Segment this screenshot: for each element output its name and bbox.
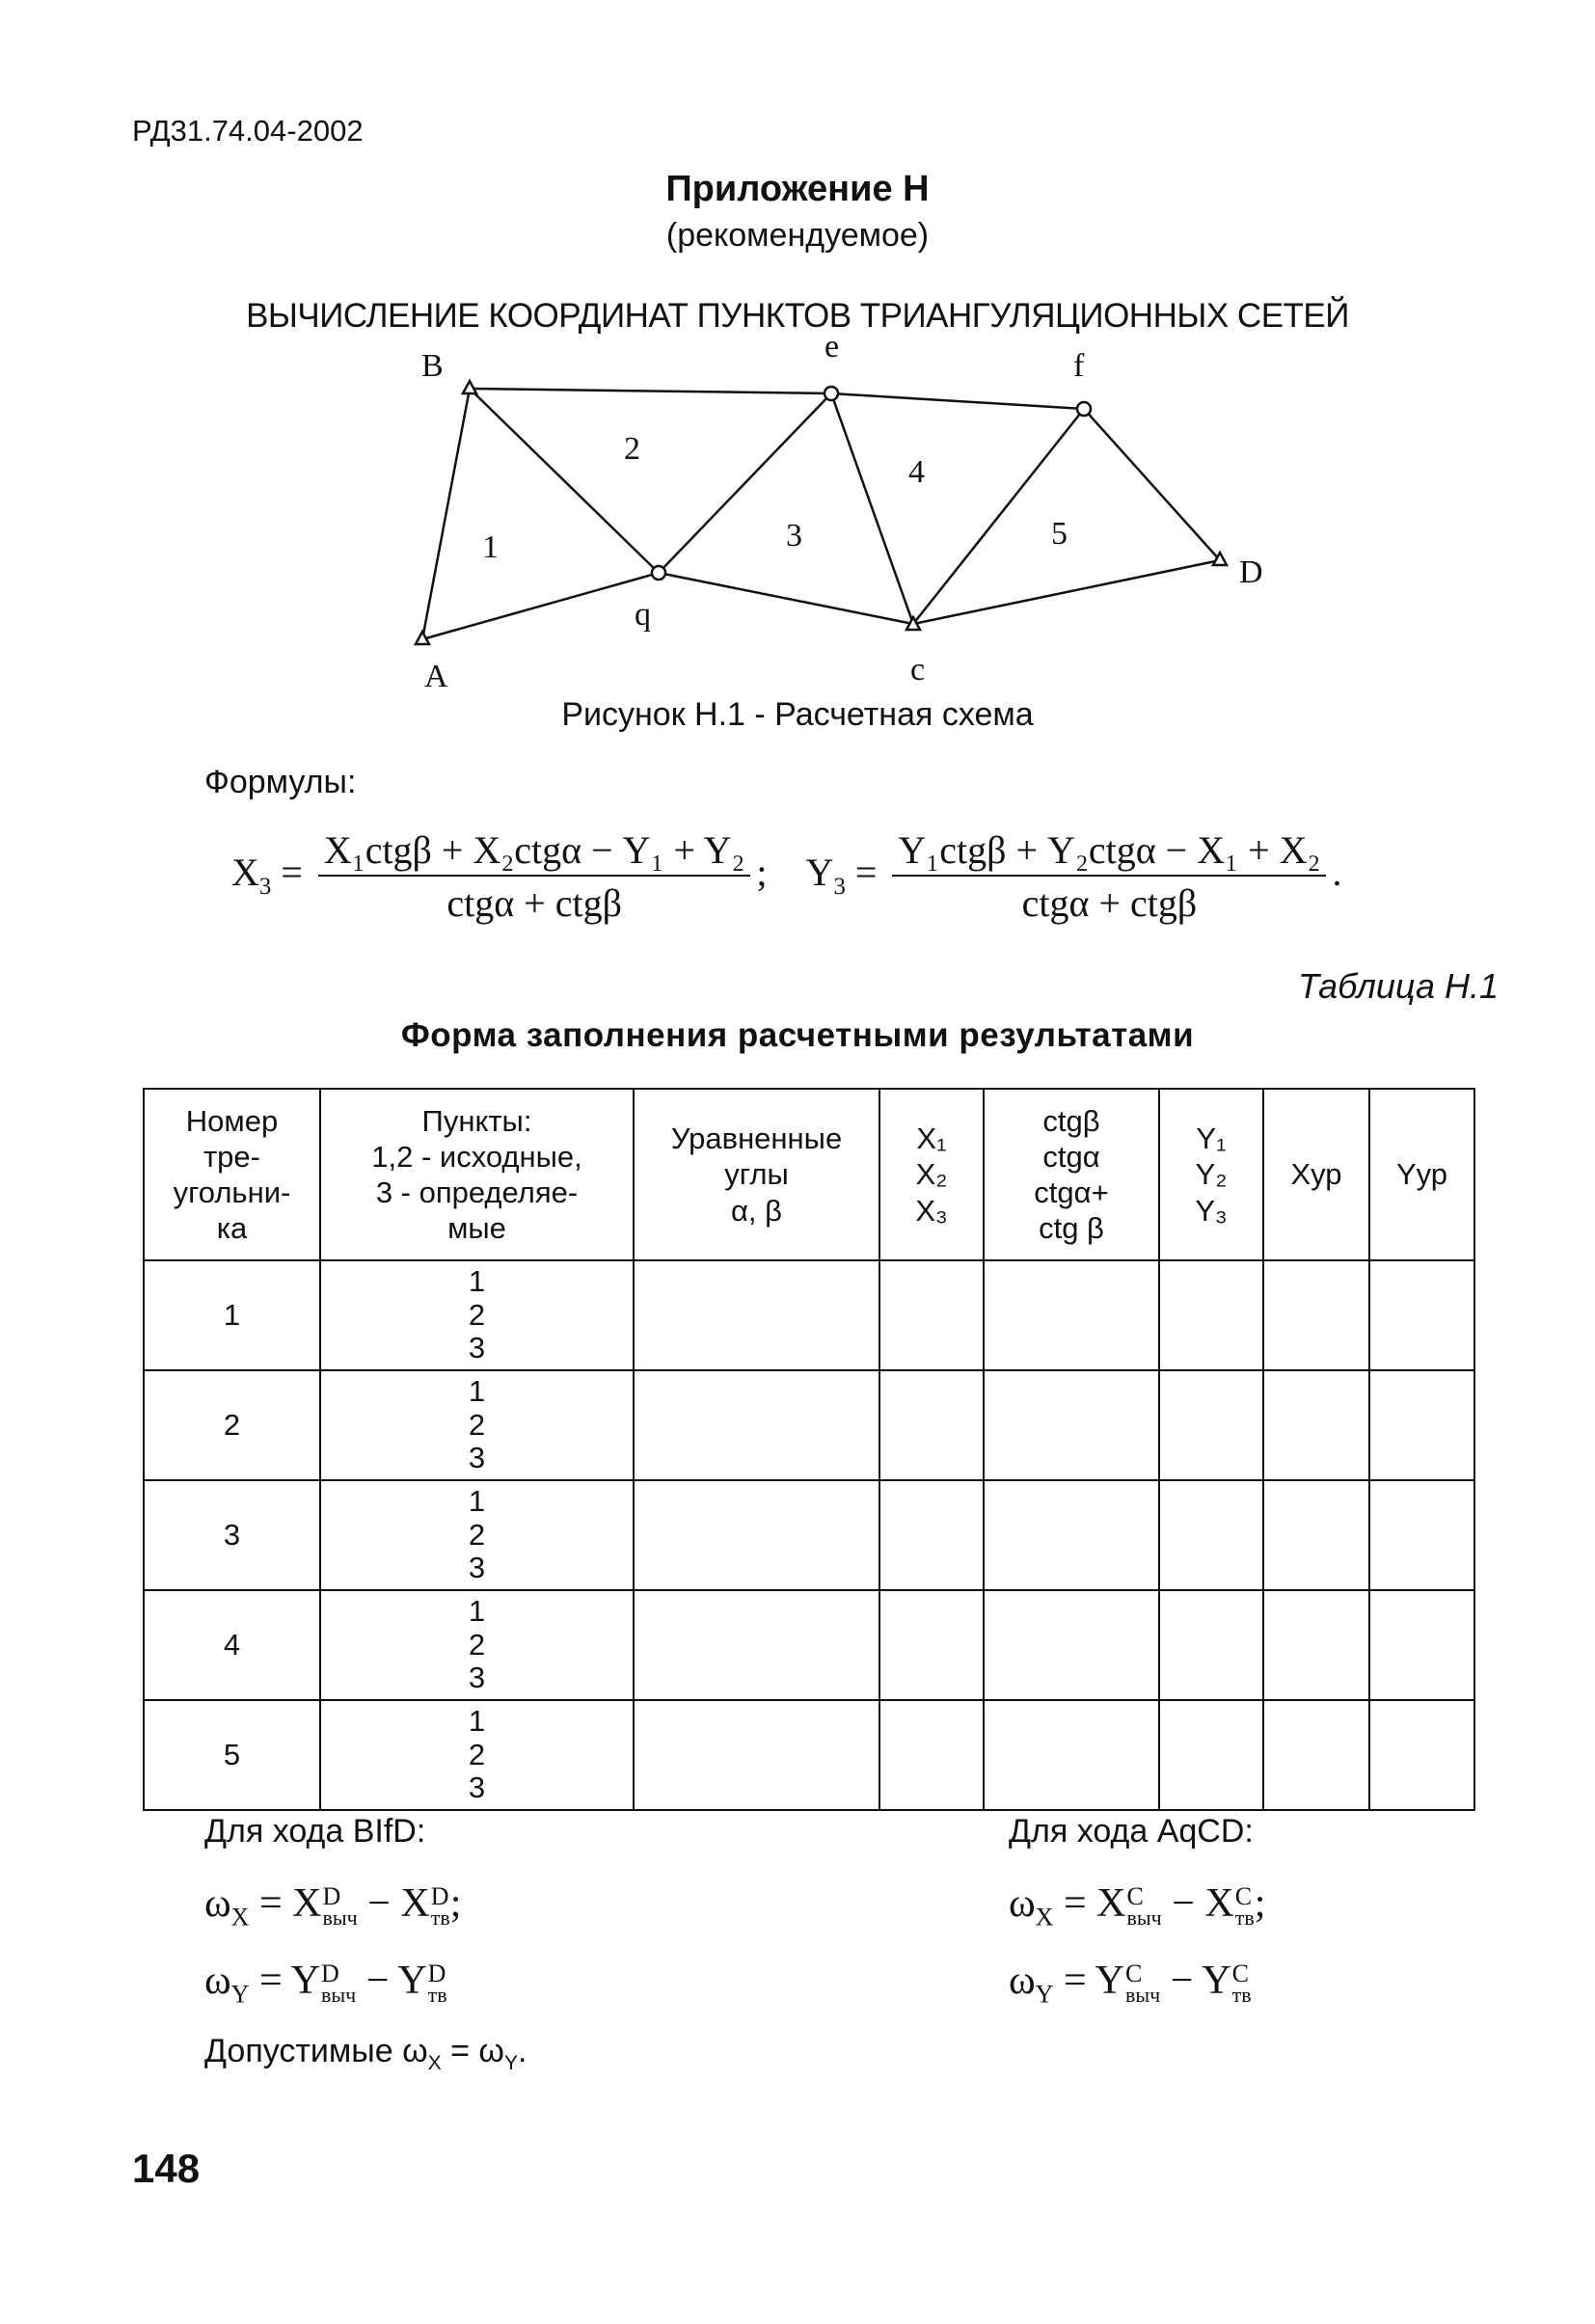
triangle-label-1: 1 — [482, 529, 499, 565]
cell-angles — [634, 1260, 879, 1370]
y3-lhs: Y — [805, 851, 834, 895]
cell-yur — [1369, 1370, 1474, 1480]
x3-lhs-sub: 3 — [258, 874, 272, 901]
appendix-title: Приложение Н — [665, 169, 930, 209]
allowed-closures-note: Допустимые $\omega_X = \omega_Y$. — [204, 2033, 527, 2074]
cell-y — [1159, 1370, 1263, 1480]
edge-q-e — [659, 393, 831, 573]
triangle-label-5: 5 — [1051, 516, 1068, 552]
edge-e-f — [831, 393, 1084, 409]
y3-numerator: Y₁ctgβ + Y₂ctgα − X₁ + X₂ — [892, 827, 1326, 877]
table-row — [144, 1260, 1474, 1370]
point-label-q: q — [635, 597, 651, 633]
point-A-marker — [416, 632, 429, 644]
header-adjusted-angles: Уравненные углы α, β — [634, 1089, 879, 1260]
cell-angles — [634, 1370, 879, 1480]
bifd-wy-equation: $\omega_Y = Y$ D выч − Y D тв — [204, 1959, 447, 2009]
header-y-values: Y₁ Y₂ Y₃ — [1159, 1089, 1263, 1260]
row-number: 2 — [144, 1370, 320, 1480]
x3-denominator: ctgα + ctgβ — [446, 881, 622, 925]
x3-lhs: X — [231, 851, 259, 895]
cell-x — [879, 1260, 984, 1370]
cell-angles — [634, 1480, 879, 1590]
row-points: 1 2 3 — [320, 1590, 634, 1700]
cell-x — [879, 1480, 984, 1590]
row-points: 1 2 3 — [320, 1370, 634, 1480]
cell-xur — [1263, 1590, 1369, 1700]
formula-y3: $Y_3$ = $\frac{\text{Y₁ctgβ + Y₂ctgα − X₁ + X₂}}{\text{ctgα + ctgβ}}$ . — [805, 828, 1342, 925]
section-heading: ВЫЧИСЛЕНИЕ КООРДИНАТ ПУНКТОВ ТРИАНГУЛЯЦИОННЫХ СЕТЕЙ — [246, 297, 1349, 335]
document-code: РД31.74.04-2002 — [132, 114, 364, 148]
cell-y — [1159, 1480, 1263, 1590]
network-edges — [422, 389, 1220, 639]
triangle-label-4: 4 — [908, 454, 925, 490]
point-label-f: f — [1073, 348, 1085, 384]
formulas-label: Формулы: — [204, 764, 357, 800]
table-header-row — [144, 1089, 1474, 1260]
triangle-label-3: 3 — [786, 518, 802, 554]
point-q-marker — [652, 566, 665, 580]
header-x-adjusted: Xур — [1263, 1089, 1369, 1260]
edge-B-e — [470, 389, 831, 393]
triangle-label-2: 2 — [624, 431, 640, 467]
point-label-B: B — [421, 348, 444, 384]
edge-c-D — [913, 560, 1220, 624]
header-y-adjusted: Yур — [1369, 1089, 1474, 1260]
page-number: 148 — [132, 2146, 201, 2191]
cell-x — [879, 1700, 984, 1810]
row-points: 1 2 3 — [320, 1260, 634, 1370]
point-e-marker — [825, 387, 838, 400]
point-label-A: A — [424, 659, 448, 694]
header-points: Пункты: 1,2 - исходные, 3 - определяе- мые — [320, 1089, 634, 1260]
point-label-c: c — [910, 652, 926, 688]
header-ctg-values: ctgβ ctgα ctgα+ ctg β — [984, 1089, 1159, 1260]
table-row — [144, 1480, 1474, 1590]
cell-xur — [1263, 1700, 1369, 1810]
row-points: 1 2 3 — [320, 1480, 634, 1590]
appendix-subtitle: (рекомендуемое) — [665, 217, 930, 254]
cell-ctg — [984, 1370, 1159, 1480]
formula-x3: $X_3$ = $\frac{\text{X₁ctgβ + X₂ctgα − Y₁ + Y₂}}{\text{ctgα + ctgβ}}$ ; — [231, 828, 768, 925]
cell-ctg — [984, 1590, 1159, 1700]
cell-yur — [1369, 1260, 1474, 1370]
cell-ctg — [984, 1480, 1159, 1590]
y3-denominator: ctgα + ctgβ — [1021, 881, 1198, 925]
traverse-aqcd-label: Для хода AqCD: — [1009, 1813, 1254, 1850]
x3-numerator: X₁ctgβ + X₂ctgα − Y₁ + Y₂ — [318, 827, 751, 877]
cell-x — [879, 1370, 984, 1480]
edge-e-c — [831, 393, 913, 624]
edge-q-c — [659, 573, 913, 624]
x3-fraction — [318, 827, 751, 926]
point-B-marker — [463, 381, 476, 393]
cell-yur — [1369, 1480, 1474, 1590]
y3-end: . — [1332, 851, 1342, 895]
header-x-values: X₁ X₂ X₃ — [879, 1089, 984, 1260]
aqcd-wx-equation: $\omega_X = X$ C выч − X C тв ; — [1009, 1881, 1266, 1932]
edge-f-D — [1084, 409, 1220, 560]
header-triangle-number: Номер тре- угольни- ка — [144, 1089, 320, 1260]
aqcd-wy-equation: $\omega_Y = Y$ C выч − Y C тв — [1009, 1959, 1252, 2009]
row-number: 4 — [144, 1590, 320, 1700]
x3-end: ; — [756, 851, 768, 895]
table-row — [144, 1700, 1474, 1810]
row-number: 3 — [144, 1480, 320, 1590]
edge-A-q — [422, 573, 659, 639]
cell-x — [879, 1590, 984, 1700]
coordinate-formulas — [231, 827, 1341, 926]
table-title: Форма заполнения расчетными результатами — [400, 1016, 1195, 1054]
cell-yur — [1369, 1700, 1474, 1810]
results-table — [143, 1088, 1475, 1811]
point-f-marker — [1077, 402, 1091, 416]
cell-yur — [1369, 1590, 1474, 1700]
y3-lhs-sub: 3 — [833, 874, 846, 901]
y3-fraction — [892, 827, 1326, 926]
triangulation-scheme — [0, 328, 1595, 699]
row-number: 1 — [144, 1260, 320, 1370]
edge-A-B — [422, 389, 470, 639]
bifd-wx-equation: $\omega_X = X$ D выч − X D тв ; — [204, 1881, 462, 1932]
cell-xur — [1263, 1370, 1369, 1480]
cell-ctg — [984, 1700, 1159, 1810]
table-row — [144, 1590, 1474, 1700]
cell-xur — [1263, 1260, 1369, 1370]
cell-angles — [634, 1700, 879, 1810]
table-row — [144, 1370, 1474, 1480]
traverse-bifd-label: Для хода BIfD: — [204, 1813, 426, 1850]
cell-angles — [634, 1590, 879, 1700]
cell-ctg — [984, 1260, 1159, 1370]
cell-y — [1159, 1700, 1263, 1810]
cell-y — [1159, 1590, 1263, 1700]
figure-caption: Рисунок Н.1 - Расчетная схема — [561, 696, 1034, 733]
point-label-D: D — [1239, 554, 1263, 590]
cell-xur — [1263, 1480, 1369, 1590]
point-label-e: e — [825, 329, 840, 365]
table-number: Таблица Н.1 — [1297, 966, 1499, 1006]
cell-y — [1159, 1260, 1263, 1370]
row-points: 1 2 3 — [320, 1700, 634, 1810]
row-number: 5 — [144, 1700, 320, 1810]
